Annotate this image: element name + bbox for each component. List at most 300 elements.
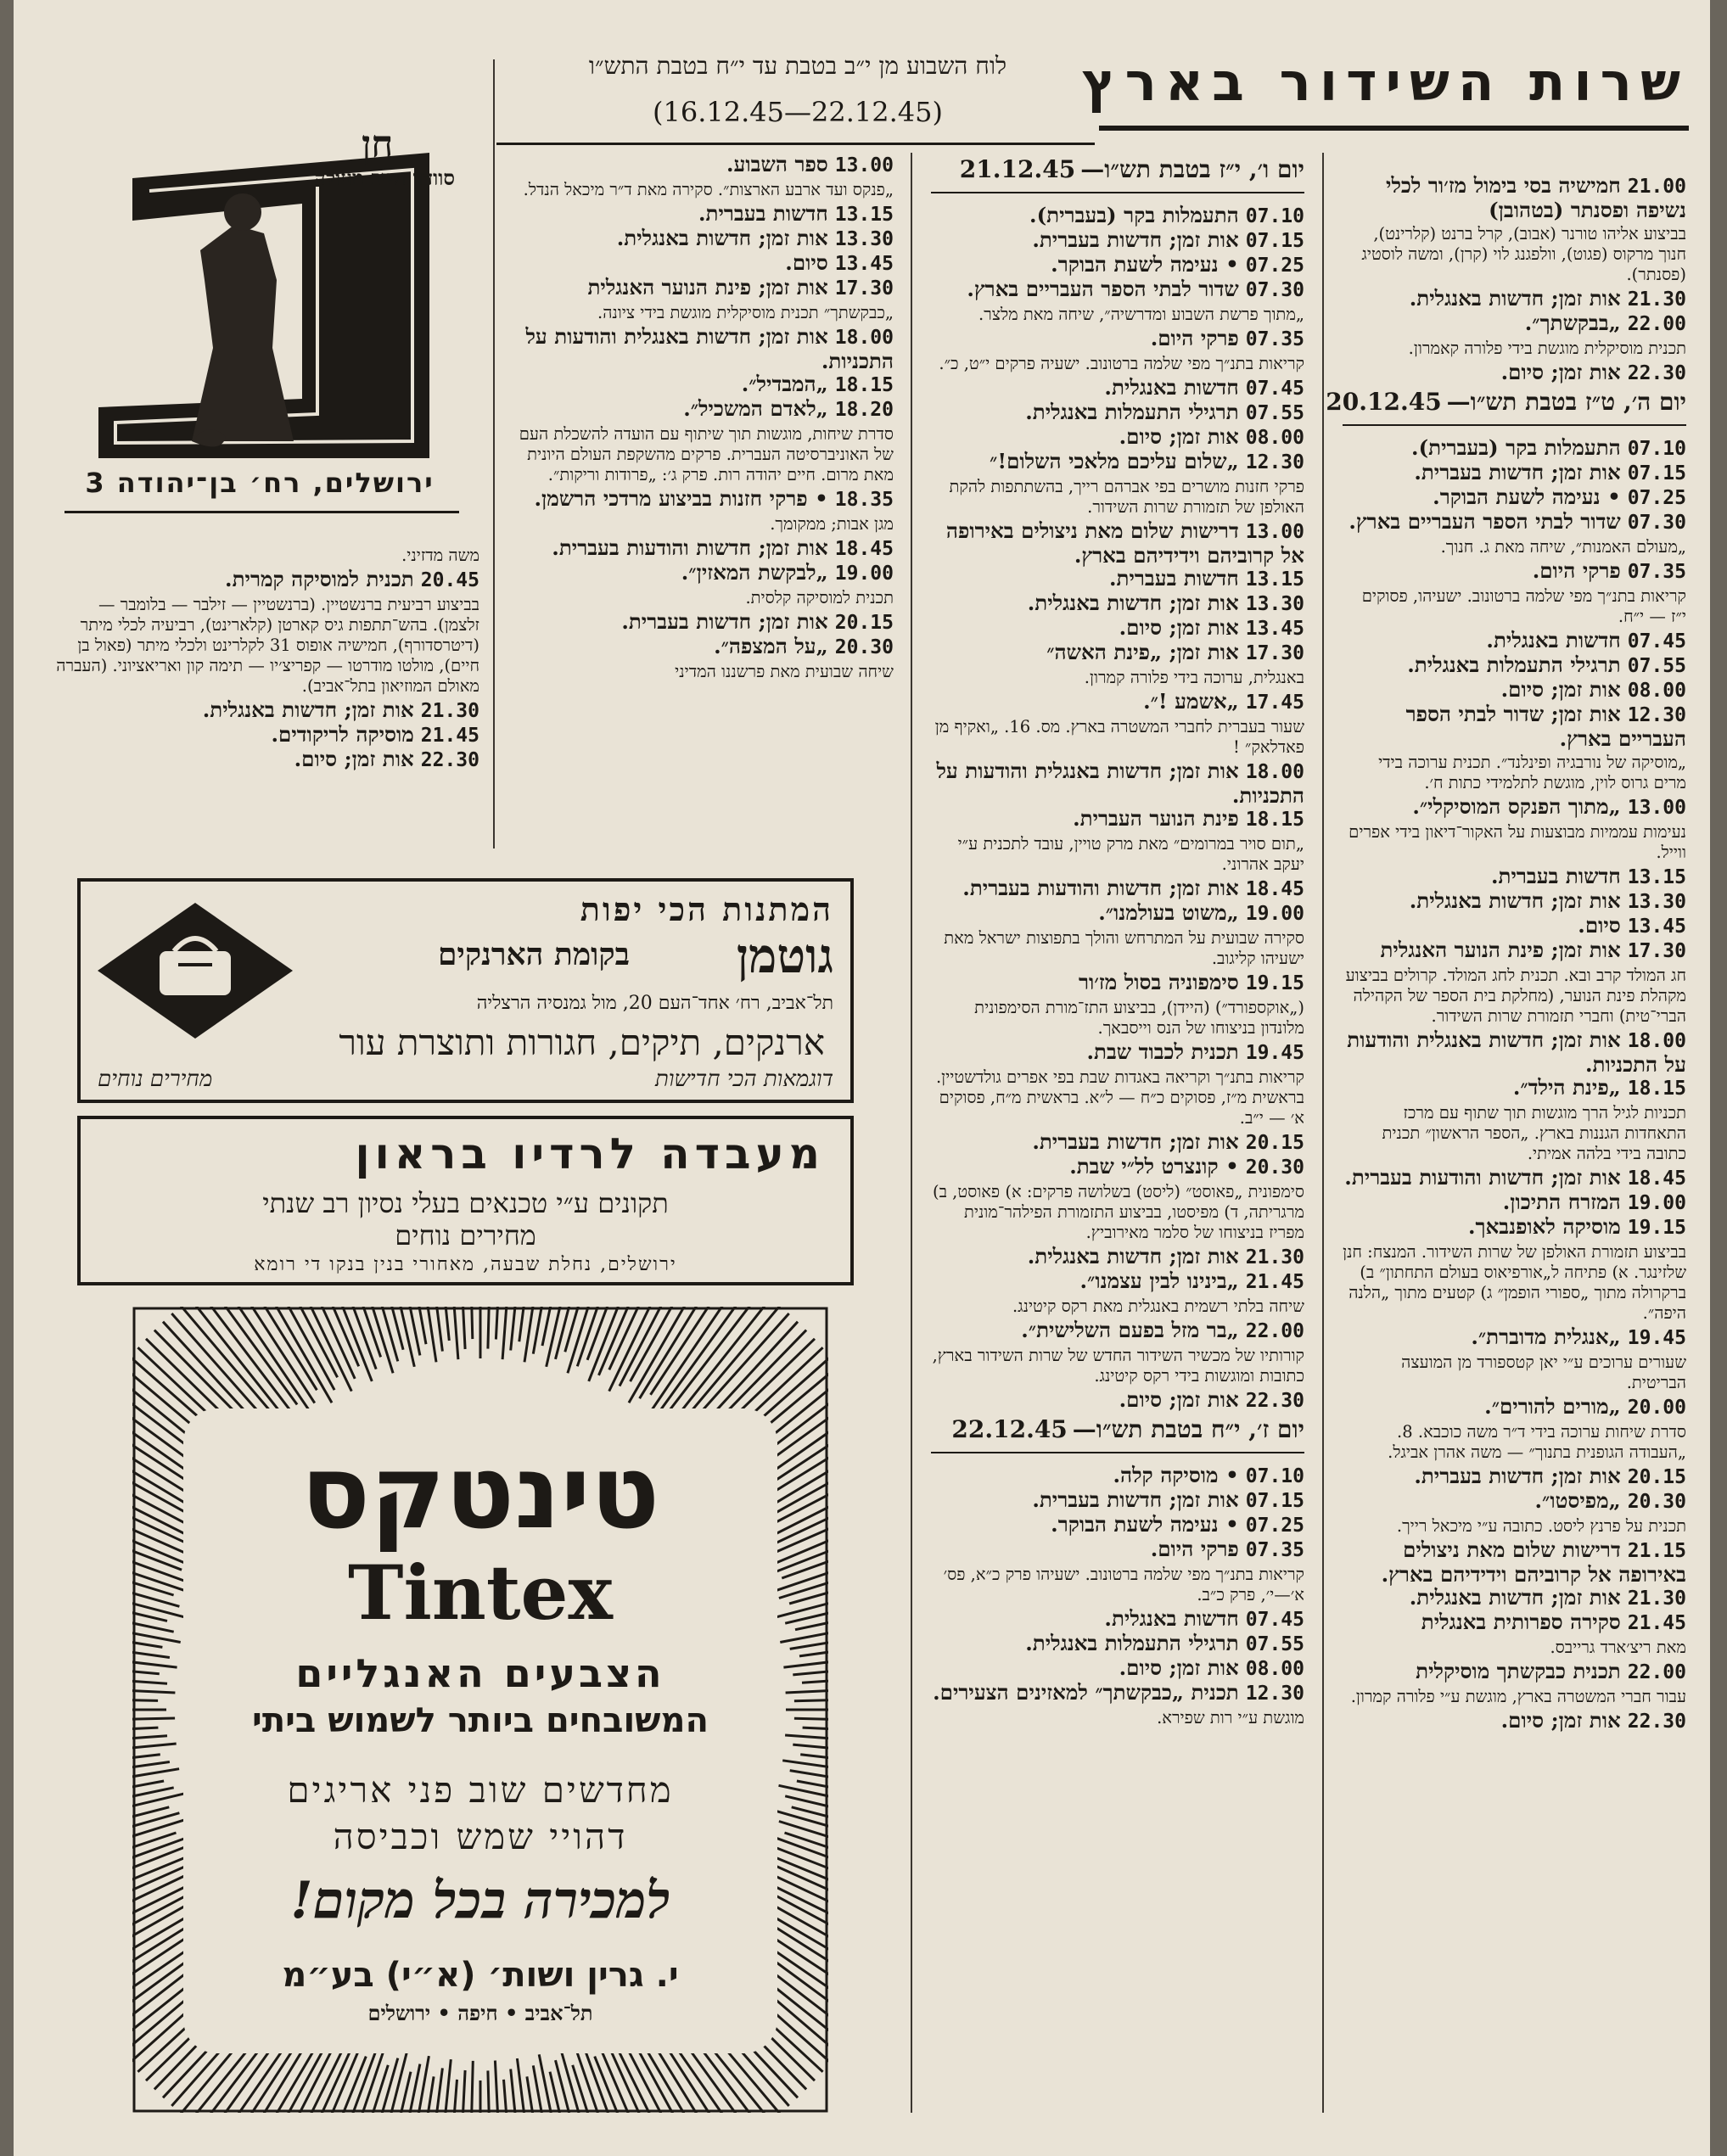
program-time: 13.30: [1627, 891, 1686, 913]
program-entry: [931, 1388, 1304, 1413]
program-entry: [1343, 629, 1686, 653]
program-text: אות זמן; סיום.: [1119, 615, 1239, 640]
gutman-products: ארנקים, תיקים, חגורות ותוצרת עור: [339, 1022, 825, 1063]
program-time: 12.30: [1627, 704, 1686, 726]
program-time: 18.15: [834, 374, 894, 396]
program-time: 13.15: [834, 204, 894, 226]
program-text: • פרקי חזנות בביצוע מרדכי הרשמן.: [534, 486, 828, 511]
program-time: 13.30: [1245, 593, 1304, 615]
lavi-underline: [64, 511, 459, 513]
program-entry: [931, 400, 1304, 425]
program-text: „פינת הילד״.: [1512, 1075, 1621, 1100]
program-entry: [512, 487, 894, 512]
program-time: 07.25: [1245, 1515, 1304, 1537]
program-time: 12.30: [1245, 1683, 1304, 1705]
program-text: „מורים להורים״.: [1484, 1394, 1621, 1419]
program-text: • נעימה לשעת הבוקר.: [1051, 252, 1239, 277]
program-description: [931, 1345, 1304, 1386]
program-description: [512, 423, 894, 484]
program-text: קריאות בתנ״ך וקריאה באגדות שבת בפי אפרים גולדשטיין. בראשית מ״ז, פסוקים כ״ח — ל״א. בראשית מ״ח, פסוקים א׳ — י״ב.: [935, 1067, 1304, 1128]
program-entry: [512, 610, 894, 635]
program-description: [1343, 223, 1686, 284]
program-time: 07.35: [1627, 561, 1686, 583]
program-entry: [1343, 311, 1686, 336]
program-time: 07.15: [1245, 230, 1304, 252]
schedule-column-4: [51, 543, 479, 772]
program-text: אות זמן; סיום.: [1119, 1387, 1239, 1412]
program-text: התעמלות בקר (בעברית).: [1411, 435, 1621, 460]
program-time: 21.30: [1245, 1246, 1304, 1268]
program-text: אות זמן; פינת הנוער האנגלית: [587, 275, 828, 300]
program-time: 07.15: [1245, 1490, 1304, 1512]
program-text: תכנית למוסיקה קלסית.: [745, 588, 894, 608]
lavi-logo: [64, 59, 455, 518]
program-text: אות זמן; חדשות באנגלית.: [1409, 286, 1621, 311]
program-entry: [931, 1513, 1304, 1537]
program-time: 19.45: [1245, 1042, 1304, 1064]
program-time: 13.45: [834, 253, 894, 275]
gutman-sub: בקומת הארנקים: [437, 937, 630, 972]
program-entry: [1343, 914, 1686, 938]
program-text: • נעימה לשעת הבוקר.: [1051, 1512, 1239, 1537]
program-text: אות זמן; חדשות באנגלית.: [1027, 591, 1239, 615]
program-description: [512, 302, 894, 322]
program-entry: [1343, 1028, 1686, 1076]
program-entry: [51, 748, 479, 772]
tintex-line4: דהויי שמש וכביסה: [333, 1816, 628, 1857]
program-text: שעור בעברית לחברי המשטרה בארץ. מס. 16. „ואקיף מן פאדלאק״ !: [934, 717, 1304, 757]
program-text: אות זמן; חדשות באנגלית.: [616, 226, 828, 250]
program-entry: [931, 1319, 1304, 1343]
program-entry: [1343, 889, 1686, 914]
program-text: המזרח התיכון.: [1502, 1190, 1621, 1214]
program-text: תכנית למוסיקה קמרית.: [225, 567, 414, 591]
program-entry: [51, 723, 479, 748]
day-label: יום ה׳, ט״ז בטבת תש״ו—: [1446, 388, 1686, 416]
column-divider: [493, 59, 495, 848]
program-text: חדשות באנגלית.: [1104, 375, 1239, 400]
program-text: „בבקשתך״.: [1524, 311, 1621, 335]
program-entry: [931, 901, 1304, 926]
program-text: תרגילי התעמלות באנגלית.: [1025, 1631, 1239, 1655]
program-entry: [931, 1656, 1304, 1681]
lavi-address: ירושלים, רח׳ בן־יהודה 3: [85, 467, 435, 499]
program-text: אות זמן; סיום.: [1500, 677, 1621, 702]
program-time: 18.15: [1245, 809, 1304, 831]
program-text: אות זמן; סיום.: [1119, 1655, 1239, 1680]
program-description: [931, 667, 1304, 687]
program-text: תרגילי התעמלות באנגלית.: [1407, 652, 1621, 677]
program-entry: [931, 641, 1304, 665]
program-entry: [931, 519, 1304, 567]
program-time: 07.25: [1245, 255, 1304, 277]
program-description: [931, 1181, 1304, 1242]
program-text: סימפונית „פאוסט״ (ליסט) בשלושה פרקים: א) פאוסט, ב) מרגריתה, ד) מפיסטו, בביצוע התזמורת הפילהר־מונית מפריז בניצוחו של סלמר מאירוביץ.: [932, 1182, 1304, 1242]
column-divider: [1322, 153, 1324, 2113]
program-time: 17.30: [1245, 642, 1304, 664]
tintex-hebrew-brand: טינטקס: [300, 1434, 660, 1552]
program-description: [931, 1707, 1304, 1728]
schedule-column-1: [1326, 173, 1686, 1733]
program-description: [51, 594, 479, 696]
title-underline: [1099, 126, 1689, 131]
program-entry: [1343, 653, 1686, 678]
day-date: 21.12.45: [959, 155, 1076, 183]
tintex-line2: המשובחים ביותר לשמוש ביתי: [252, 1701, 709, 1740]
program-entry: [931, 1269, 1304, 1294]
program-entry: [1343, 865, 1686, 889]
program-description: [1343, 965, 1686, 1026]
program-text: „המבדיל״.: [741, 372, 828, 396]
program-description: [512, 513, 894, 534]
program-entry: [931, 1464, 1304, 1488]
program-description: [512, 587, 894, 608]
program-time: 08.00: [1245, 427, 1304, 449]
handbag-diamond-icon: [93, 899, 297, 1043]
program-entry: [1343, 461, 1686, 485]
program-text: משה מדזיני.: [401, 546, 479, 565]
program-time: 17.45: [1245, 692, 1304, 714]
gutman-left-note: מחירים נוחים: [98, 1067, 213, 1092]
program-description: [931, 304, 1304, 324]
braun-title: מעבדה לרדיו בראון: [355, 1129, 825, 1179]
program-time: 08.00: [1627, 680, 1686, 702]
program-entry: [931, 425, 1304, 450]
program-text: • נעימה לשעת הבוקר.: [1433, 484, 1621, 509]
program-time: 18.00: [1245, 761, 1304, 783]
program-description: [931, 476, 1304, 517]
gutman-brand: גוטמן: [736, 928, 833, 984]
program-text: מוסיקה לריקודים.: [271, 722, 414, 747]
program-time: 07.25: [1627, 487, 1686, 509]
program-time: 22.00: [1245, 1320, 1304, 1342]
program-description: [931, 1296, 1304, 1316]
program-entry: [1343, 1538, 1686, 1586]
program-text: פינת הנוער העברית.: [1073, 806, 1239, 831]
braun-line1: תקונים ע״י טכנאים בעלי נסיון רב שנתי: [262, 1187, 669, 1219]
program-time: 18.45: [834, 538, 894, 560]
program-description: [1343, 1515, 1686, 1536]
program-entry: [1343, 1489, 1686, 1514]
program-time: 13.45: [1245, 618, 1304, 640]
program-entry: [931, 1155, 1304, 1179]
program-text: קורותיו של מכשיר השידור החדש של שרות השידור בארץ, כתובות ומוגשות בידי רקס קיטינג.: [932, 1346, 1304, 1386]
program-time: 07.55: [1245, 1633, 1304, 1655]
schedule-column-3: [512, 153, 894, 684]
program-text: מוגשת ע״י רות שפירא.: [1157, 1708, 1304, 1728]
program-entry: [931, 807, 1304, 832]
program-text: פרקי חזנות מושרים בפי אברהם רייך, בהשתתפות להקת האולפן של תזמורת שרות השידור.: [949, 477, 1304, 517]
program-entry: [931, 876, 1304, 901]
program-time: 12.30: [1245, 451, 1304, 473]
program-time: 19.15: [1627, 1217, 1686, 1239]
program-text: „אנגלית מדוברת״.: [1471, 1324, 1621, 1349]
braun-radio-ad: [77, 1116, 854, 1285]
day-rule: [931, 192, 1304, 193]
program-description: [931, 927, 1304, 968]
braun-line2: מחירים נוחים: [395, 1219, 536, 1252]
program-entry: [931, 1245, 1304, 1269]
program-entry: [931, 591, 1304, 616]
program-time: 07.55: [1245, 402, 1304, 424]
program-entry: [931, 690, 1304, 714]
program-text: חדשות בעברית.: [1108, 566, 1239, 591]
program-entry: [1343, 1395, 1686, 1420]
program-entry: [931, 228, 1304, 253]
program-text: „משוט בעולמנו״.: [1098, 900, 1239, 925]
program-time: 21.00: [1627, 176, 1686, 198]
program-time: 19.00: [834, 563, 894, 585]
program-text: אות זמן; חדשות באנגלית והודעות על התכניות.: [525, 324, 894, 373]
program-entry: [1343, 559, 1686, 584]
gutman-ad: [77, 878, 854, 1103]
program-description: [1343, 1352, 1686, 1392]
program-description: [1343, 536, 1686, 557]
program-entry: [512, 536, 894, 561]
program-text: אות זמן; חדשות בעברית.: [1414, 1464, 1621, 1488]
program-text: אות זמן; שדור לבתי הספר העבריים בארץ.: [1405, 702, 1686, 751]
program-description: [1343, 1102, 1686, 1163]
program-text: „מתוך פרשת השבוע ומדרשיה״, שיחה מאת מלצר.: [978, 305, 1304, 324]
program-time: 21.30: [1627, 1588, 1686, 1610]
tintex-line5: למכירה בכל מקום!: [290, 1871, 670, 1930]
day-header: [931, 1413, 1304, 1447]
newspaper-page: [14, 0, 1710, 2156]
program-text: אות זמן; „פינת האשה״: [1046, 640, 1239, 664]
program-entry: [931, 1488, 1304, 1513]
program-entry: [931, 1681, 1304, 1705]
program-text: אות זמן; חדשות באנגלית.: [1409, 1585, 1621, 1610]
program-time: 17.30: [1627, 940, 1686, 962]
program-entry: [512, 372, 894, 397]
program-text: התעמלות בקר (בעברית).: [1029, 203, 1239, 227]
program-text: סקירה שבועית על המתרחש והולך בתפוצות ישראל מאת ישעיהו קליגוב.: [944, 928, 1304, 968]
program-entry: [512, 202, 894, 227]
program-text: סדרת שיחות, מוגשות תוך שיתוף עם הועדה להשכלת העם של האוניברסיטה העברית. פרקים מהשקפת העולם היונית מאת מרום. חיים יהודה רות. פרק ג׳: „פרודות וריקות״.: [519, 424, 894, 484]
program-time: 07.30: [1245, 279, 1304, 301]
program-text: אות זמן; חדשות בעברית.: [1032, 1129, 1239, 1154]
program-text: אות זמן; חדשות בעברית.: [1032, 1487, 1239, 1512]
program-text: באנגלית, ערוכה בידי פלורה קמרון.: [1084, 668, 1304, 687]
program-text: „מתוך הפנקס המוסיקלי״.: [1412, 794, 1621, 819]
program-description: [931, 833, 1304, 874]
program-entry: [931, 327, 1304, 351]
program-text: דרישות שלום מאת ניצולים באירופה אל קרוביהם וידידיהם בארץ.: [1381, 1537, 1686, 1587]
lavi-top-text: חן: [362, 123, 394, 166]
program-time: 07.10: [1245, 205, 1304, 227]
program-entry: [1343, 938, 1686, 963]
program-text: „בינינו לבין עצמנו״.: [1079, 1268, 1239, 1293]
program-time: 13.15: [1245, 568, 1304, 591]
program-time: 13.15: [1627, 866, 1686, 888]
program-entry: [1343, 1464, 1686, 1489]
program-time: 21.45: [1627, 1612, 1686, 1634]
program-text: אות זמן; חדשות והודעות בעברית.: [962, 876, 1239, 900]
program-text: שדור לבתי הספר העבריים בארץ.: [1349, 509, 1621, 534]
program-entry: [512, 276, 894, 300]
program-entry: [1343, 436, 1686, 461]
week-subtitle: לוח השבוע מן י״ב בטבת עד י״ח בטבת התש״ו: [588, 52, 1007, 80]
program-time: 18.15: [1627, 1078, 1686, 1100]
program-entry: [1343, 1586, 1686, 1610]
program-entry: [1343, 1709, 1686, 1733]
program-time: 20.30: [1245, 1156, 1304, 1179]
program-time: 19.15: [1245, 972, 1304, 994]
program-text: אות זמן; חדשות באנגלית והודעות על התכניות.: [1347, 1028, 1686, 1077]
program-time: 20.15: [834, 612, 894, 634]
program-text: • מוסיקה קלה.: [1113, 1463, 1239, 1487]
program-time: 07.35: [1245, 1539, 1304, 1561]
program-text: „כבקשתך״ תכנית מוסיקלית מוגשת בידי ציונה.: [597, 303, 894, 322]
program-entry: [1343, 485, 1686, 510]
day-date: 22.12.45: [951, 1415, 1068, 1443]
program-text: פרקי היום.: [1150, 326, 1239, 350]
program-description: [931, 1067, 1304, 1128]
program-text: שיחה בלתי רשמית באנגלית מאת רקס קיטינג.: [1012, 1296, 1304, 1316]
program-entry: [931, 616, 1304, 641]
program-text: חדשות בעברית.: [1490, 864, 1621, 888]
program-time: 22.30: [1627, 362, 1686, 384]
program-text: („אוקספורד״) (היידן), בביצוע התז־מורת הסימפונית מלונדון בניצוחו של הנס וייסבאך.: [974, 998, 1304, 1038]
program-time: 07.10: [1627, 438, 1686, 460]
program-time: 19.45: [1627, 1327, 1686, 1349]
program-description: [1343, 821, 1686, 862]
program-text: „מפיסטו״.: [1534, 1488, 1621, 1513]
program-time: 07.45: [1627, 630, 1686, 652]
program-time: 20.00: [1627, 1397, 1686, 1419]
program-description: [1343, 338, 1686, 358]
program-time: 22.30: [1245, 1390, 1304, 1412]
program-description: [931, 353, 1304, 373]
program-text: אות זמן; חדשות בעברית.: [1414, 460, 1621, 484]
program-text: אות זמן; חדשות והודעות בעברית.: [552, 535, 828, 560]
program-text: קריאות בתנ״ך מפי שלמה ברטונוב. ישעיהו פרק כ״א, פס׳ א׳—י׳, פרק כ״ב.: [943, 1565, 1304, 1604]
program-entry: [931, 1040, 1304, 1065]
program-entry: [1343, 1190, 1686, 1215]
program-entry: [1343, 361, 1686, 385]
program-text: „שלום עליכם מלאכי השלום!״: [990, 449, 1239, 473]
tintex-english-brand: Tintex: [348, 1548, 613, 1637]
program-text: „על המצפה״.: [714, 634, 828, 658]
program-text: עבור חברי המשטרה בארץ, מוגשת ע״י פלורה קמרון.: [1350, 1687, 1686, 1706]
program-entry: [1343, 795, 1686, 820]
program-text: שעורים ערוכים ע״י יאן קטספורד מן המועצה הבריטית.: [1401, 1352, 1686, 1392]
program-entry: [931, 1632, 1304, 1656]
header-rule: [496, 143, 1095, 145]
program-text: חמישיה בסי בימול מז׳ור לכלי נשיפה ופסנתר (בטהובן): [1386, 173, 1686, 222]
program-time: 20.45: [420, 569, 479, 591]
program-entry: [1343, 174, 1686, 221]
program-time: 07.15: [1627, 462, 1686, 484]
program-entry: [1343, 1076, 1686, 1100]
program-text: תרגילי התעמלות באנגלית.: [1025, 400, 1239, 424]
program-time: 21.45: [420, 725, 479, 747]
gutman-right-note: דוגמאות הכי חדישות: [654, 1067, 833, 1092]
program-time: 18.00: [834, 327, 894, 349]
program-entry: [1343, 1610, 1686, 1635]
program-text: אות זמן; פינת הנוער האנגלית: [1380, 938, 1621, 962]
program-entry: [512, 561, 894, 585]
program-text: מאת ריצ׳ארד גרייבס.: [1550, 1638, 1686, 1657]
program-text: אות זמן; סיום.: [1500, 360, 1621, 384]
program-text: אות זמן; חדשות באנגלית.: [1409, 888, 1621, 913]
day-rule: [1343, 424, 1686, 426]
day-label: יום ו׳, י״ז בטבת תש״ו—: [1080, 155, 1304, 183]
program-time: 21.15: [1627, 1540, 1686, 1562]
program-text: אות זמן; חדשות באנגלית והודעות על התכניות.: [936, 759, 1304, 808]
program-time: 20.30: [1627, 1491, 1686, 1513]
program-text: „לאדם המשכיל״.: [683, 396, 828, 421]
program-entry: [1343, 1325, 1686, 1350]
braun-line3: ירושלים, נחלת שבעה, מאחורי בנין בנקו די רומא: [254, 1254, 677, 1275]
program-text: מגן אבות; ממקומך.: [770, 514, 894, 534]
program-time: 20.30: [834, 636, 894, 658]
program-entry: [931, 277, 1304, 302]
program-description: [1343, 585, 1686, 626]
program-text: סיום.: [1578, 913, 1621, 938]
lavi-ad: [64, 59, 455, 518]
program-time: 19.00: [1245, 903, 1304, 925]
lavi-slogan: סוודר ושיב מעולה: [314, 165, 455, 190]
program-description: [931, 997, 1304, 1038]
program-time: 18.45: [1627, 1168, 1686, 1190]
program-time: 18.45: [1245, 878, 1304, 900]
program-text: בביצוע תזמורת האולפן של שרות השידור. המנצח: חנן שלזינגר. א) פתיחה ל„אורפיאוס בעולם התחתון״ ב) ברקרולה מתוך „ספורי הופמן״ ג) קטעים מתוך „הלנה היפה״.: [1343, 1242, 1686, 1323]
program-text: חדשות בעברית.: [698, 201, 828, 226]
program-description: [1343, 1637, 1686, 1657]
program-entry: [1343, 703, 1686, 750]
program-text: בביצוע אליהו טורנר (אבוב), קרל ברנט (קלרינט), חנוך מרקוס (פגוט), וולפגנג לוי (קרן), ומשה לוסטיג (פסנתר).: [1361, 224, 1686, 284]
program-text: פרקי היום.: [1532, 558, 1621, 583]
program-text: חדשות באנגלית.: [1486, 628, 1621, 652]
program-time: 20.15: [1627, 1466, 1686, 1488]
tintex-cities: תל־אביב • חיפה • ירושלים: [367, 2001, 593, 2025]
program-entry: [512, 397, 894, 422]
program-entry: [1343, 678, 1686, 703]
program-text: „מעולם האמנות״, שיחה מאת ג. חנוך.: [1440, 537, 1686, 557]
program-text: אות זמן; חדשות והודעות בעברית.: [1344, 1165, 1621, 1190]
tintex-line3: מחדשים שוב פני אריגים: [287, 1769, 674, 1811]
program-text: תכניות לגיל הרך מוגשות תוך שתוף עם מרכז התאחדות הגננות בארץ. „הספר הראשון״ תכנית כתובה בידי בלהה אמיתי.: [1382, 1103, 1686, 1163]
program-text: סימפוניה בסול מז׳ור: [1078, 970, 1239, 994]
gutman-address: תל־אביב, רח׳ אחד־העם 20, מול גמנסיה הרצליה: [476, 993, 833, 1014]
program-time: 13.00: [1627, 797, 1686, 819]
program-entry: [512, 325, 894, 372]
day-label: יום ז׳, י״ח בטבת תש״ו—: [1072, 1415, 1304, 1443]
program-description: [1343, 752, 1686, 792]
program-time: 13.00: [1245, 521, 1304, 543]
program-entry: [512, 635, 894, 659]
program-time: 07.45: [1245, 1609, 1304, 1631]
program-text: אות זמן; חדשות בעברית.: [621, 609, 828, 634]
program-description: [1343, 1686, 1686, 1706]
program-time: 07.30: [1627, 512, 1686, 534]
program-text: תכנית לכבוד שבת.: [1086, 1039, 1239, 1064]
week-dates: (16.12.45—22.12.45): [653, 96, 943, 128]
program-time: 22.00: [1627, 313, 1686, 335]
program-time: 22.00: [1627, 1661, 1686, 1683]
program-description: [51, 545, 479, 565]
program-entry: [1343, 287, 1686, 311]
program-entry: [931, 450, 1304, 474]
program-entry: [1343, 1660, 1686, 1684]
program-entry: [1343, 1215, 1686, 1240]
program-text: קריאות בתנ״ך מפי שלמה ברטונוב. ישעיהו, פסוקים י״ז — י״ח.: [1361, 586, 1686, 626]
program-text: תכנית כבקשתך מוסיקלית: [1416, 1659, 1621, 1683]
schedule-column-2: [931, 153, 1304, 1730]
program-text: „תום סויר במרומים״ מאת מרק טויין, עובד לתכנית ע״י יעקב אהרוני.: [957, 834, 1304, 874]
program-time: 18.35: [834, 489, 894, 511]
